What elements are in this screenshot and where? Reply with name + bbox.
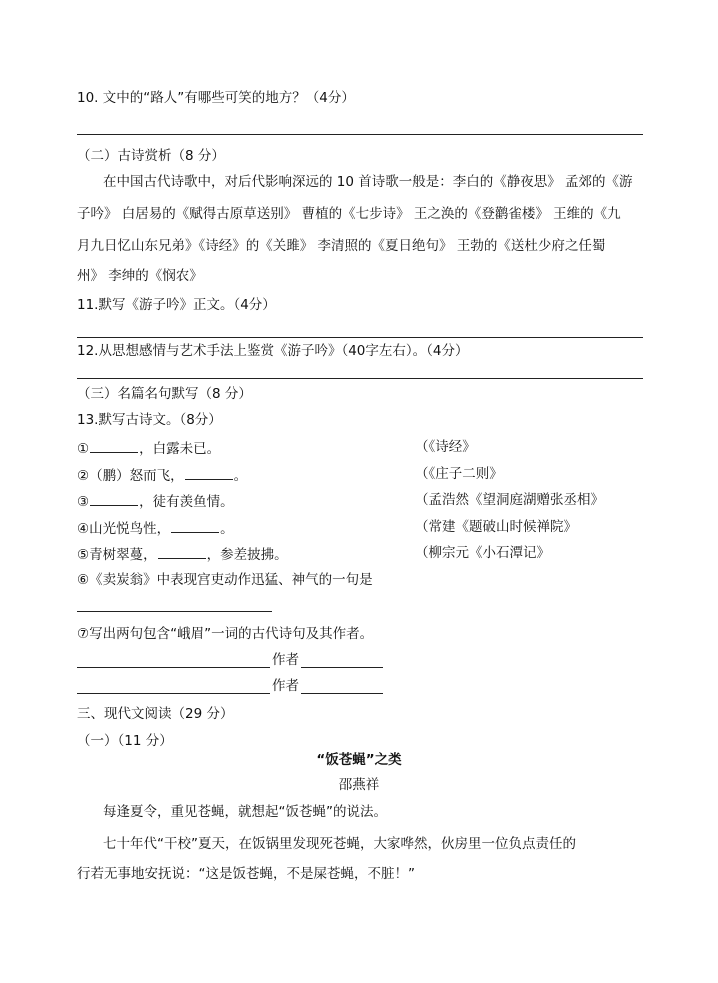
fill-item-6: ⑥《卖炭翁》中表现宫吏动作迅猛、神气的一句是	[77, 572, 373, 588]
fill-blank[interactable]	[185, 465, 233, 480]
fill-blank[interactable]	[171, 518, 219, 533]
fill-item-5: ⑤青树翠蔓， ，参差披拂。	[77, 544, 288, 564]
fill-item-2-source: （《庄子二则》	[415, 466, 503, 482]
question-10: 10. 文中的“路人”有哪些可笑的地方？（4分）	[77, 90, 355, 106]
poem-line-blank-1[interactable]	[77, 667, 270, 668]
fill-item-7: ⑦写出两句包含“峨眉”一词的古代诗句及其作者。	[77, 626, 374, 642]
author-blank-1[interactable]	[301, 667, 383, 668]
answer-line-q11	[77, 337, 643, 338]
author-label-1: 作者	[272, 652, 299, 668]
fill-item-4: ④山光悦鸟性， 。	[77, 518, 234, 538]
section-3-heading: （三）名篇名句默写（8 分）	[77, 386, 252, 402]
article-title: “饭苍蝇”之类	[316, 752, 402, 768]
answer-line-q10	[77, 134, 643, 135]
poetry-paragraph-line-3: 月九日忆山东兄弟》《诗经》的《关雎》 李清照的《夏日绝句》 王勃的《送杜少府之任蜀	[77, 238, 606, 254]
author-blank-2[interactable]	[301, 693, 383, 694]
author-label-2: 作者	[272, 678, 299, 694]
fill-item-1: ① ，白露未已。	[77, 438, 220, 458]
fill-item-3-source: （孟浩然《望洞庭湖赠张丞相》	[415, 492, 604, 508]
article-paragraph-2-line-2: 行若无事地安抚说：“这是饭苍蝇，不是屎苍蝇，不脏！”	[77, 866, 415, 882]
article-paragraph-1: 每逢夏令，重见苍蝇，就想起“饭苍蝇”的说法。	[103, 804, 387, 820]
answer-line-q12	[77, 378, 643, 379]
fill-item-2: ②（鹏）怒而飞， 。	[77, 465, 247, 485]
fill-item-3: ③ ，徒有羡鱼情。	[77, 491, 234, 511]
fill-blank[interactable]	[90, 491, 138, 506]
poetry-paragraph-line-2: 子吟》 白居易的《赋得古原草送别》 曹植的《七步诗》 王之涣的《登鹳雀楼》 王维的《九	[77, 206, 621, 222]
fill-item-1-source: （《诗经》	[415, 439, 476, 455]
article-author: 邵燕祥	[338, 777, 380, 793]
fill-item-5-source: （柳宗元《小石潭记》	[415, 545, 550, 561]
fill-blank[interactable]	[90, 438, 138, 453]
poetry-paragraph-line-1: 在中国古代诗歌中，对后代影响深远的 10 首诗歌一般是：李白的《静夜思》 孟郊的《游	[103, 174, 633, 190]
fill-blank[interactable]	[158, 544, 206, 559]
poetry-paragraph-line-4: 州》 李绅的《悯农》	[77, 268, 203, 284]
modern-reading-heading: 三、现代文阅读（29 分）	[77, 706, 234, 722]
answer-line-item-6[interactable]	[77, 611, 272, 612]
question-13: 13.默写古诗文。（8分）	[77, 412, 222, 428]
modern-reading-subheading: （一）（11 分）	[77, 733, 173, 749]
article-paragraph-2-line-1: 七十年代“干校”夏天，在饭锅里发现死苍蝇，大家哗然，伙房里一位负点责任的	[103, 836, 576, 852]
fill-item-4-source: （常建《题破山时候禅院》	[415, 519, 577, 535]
poem-line-blank-2[interactable]	[77, 693, 270, 694]
question-12: 12.从思想感情与艺术手法上鉴赏《游子吟》（40字左右）。（4分）	[77, 343, 469, 359]
section-2-heading: （二）古诗赏析（8 分）	[77, 148, 225, 164]
question-11: 11.默写《游子吟》正文。（4分）	[77, 297, 276, 313]
